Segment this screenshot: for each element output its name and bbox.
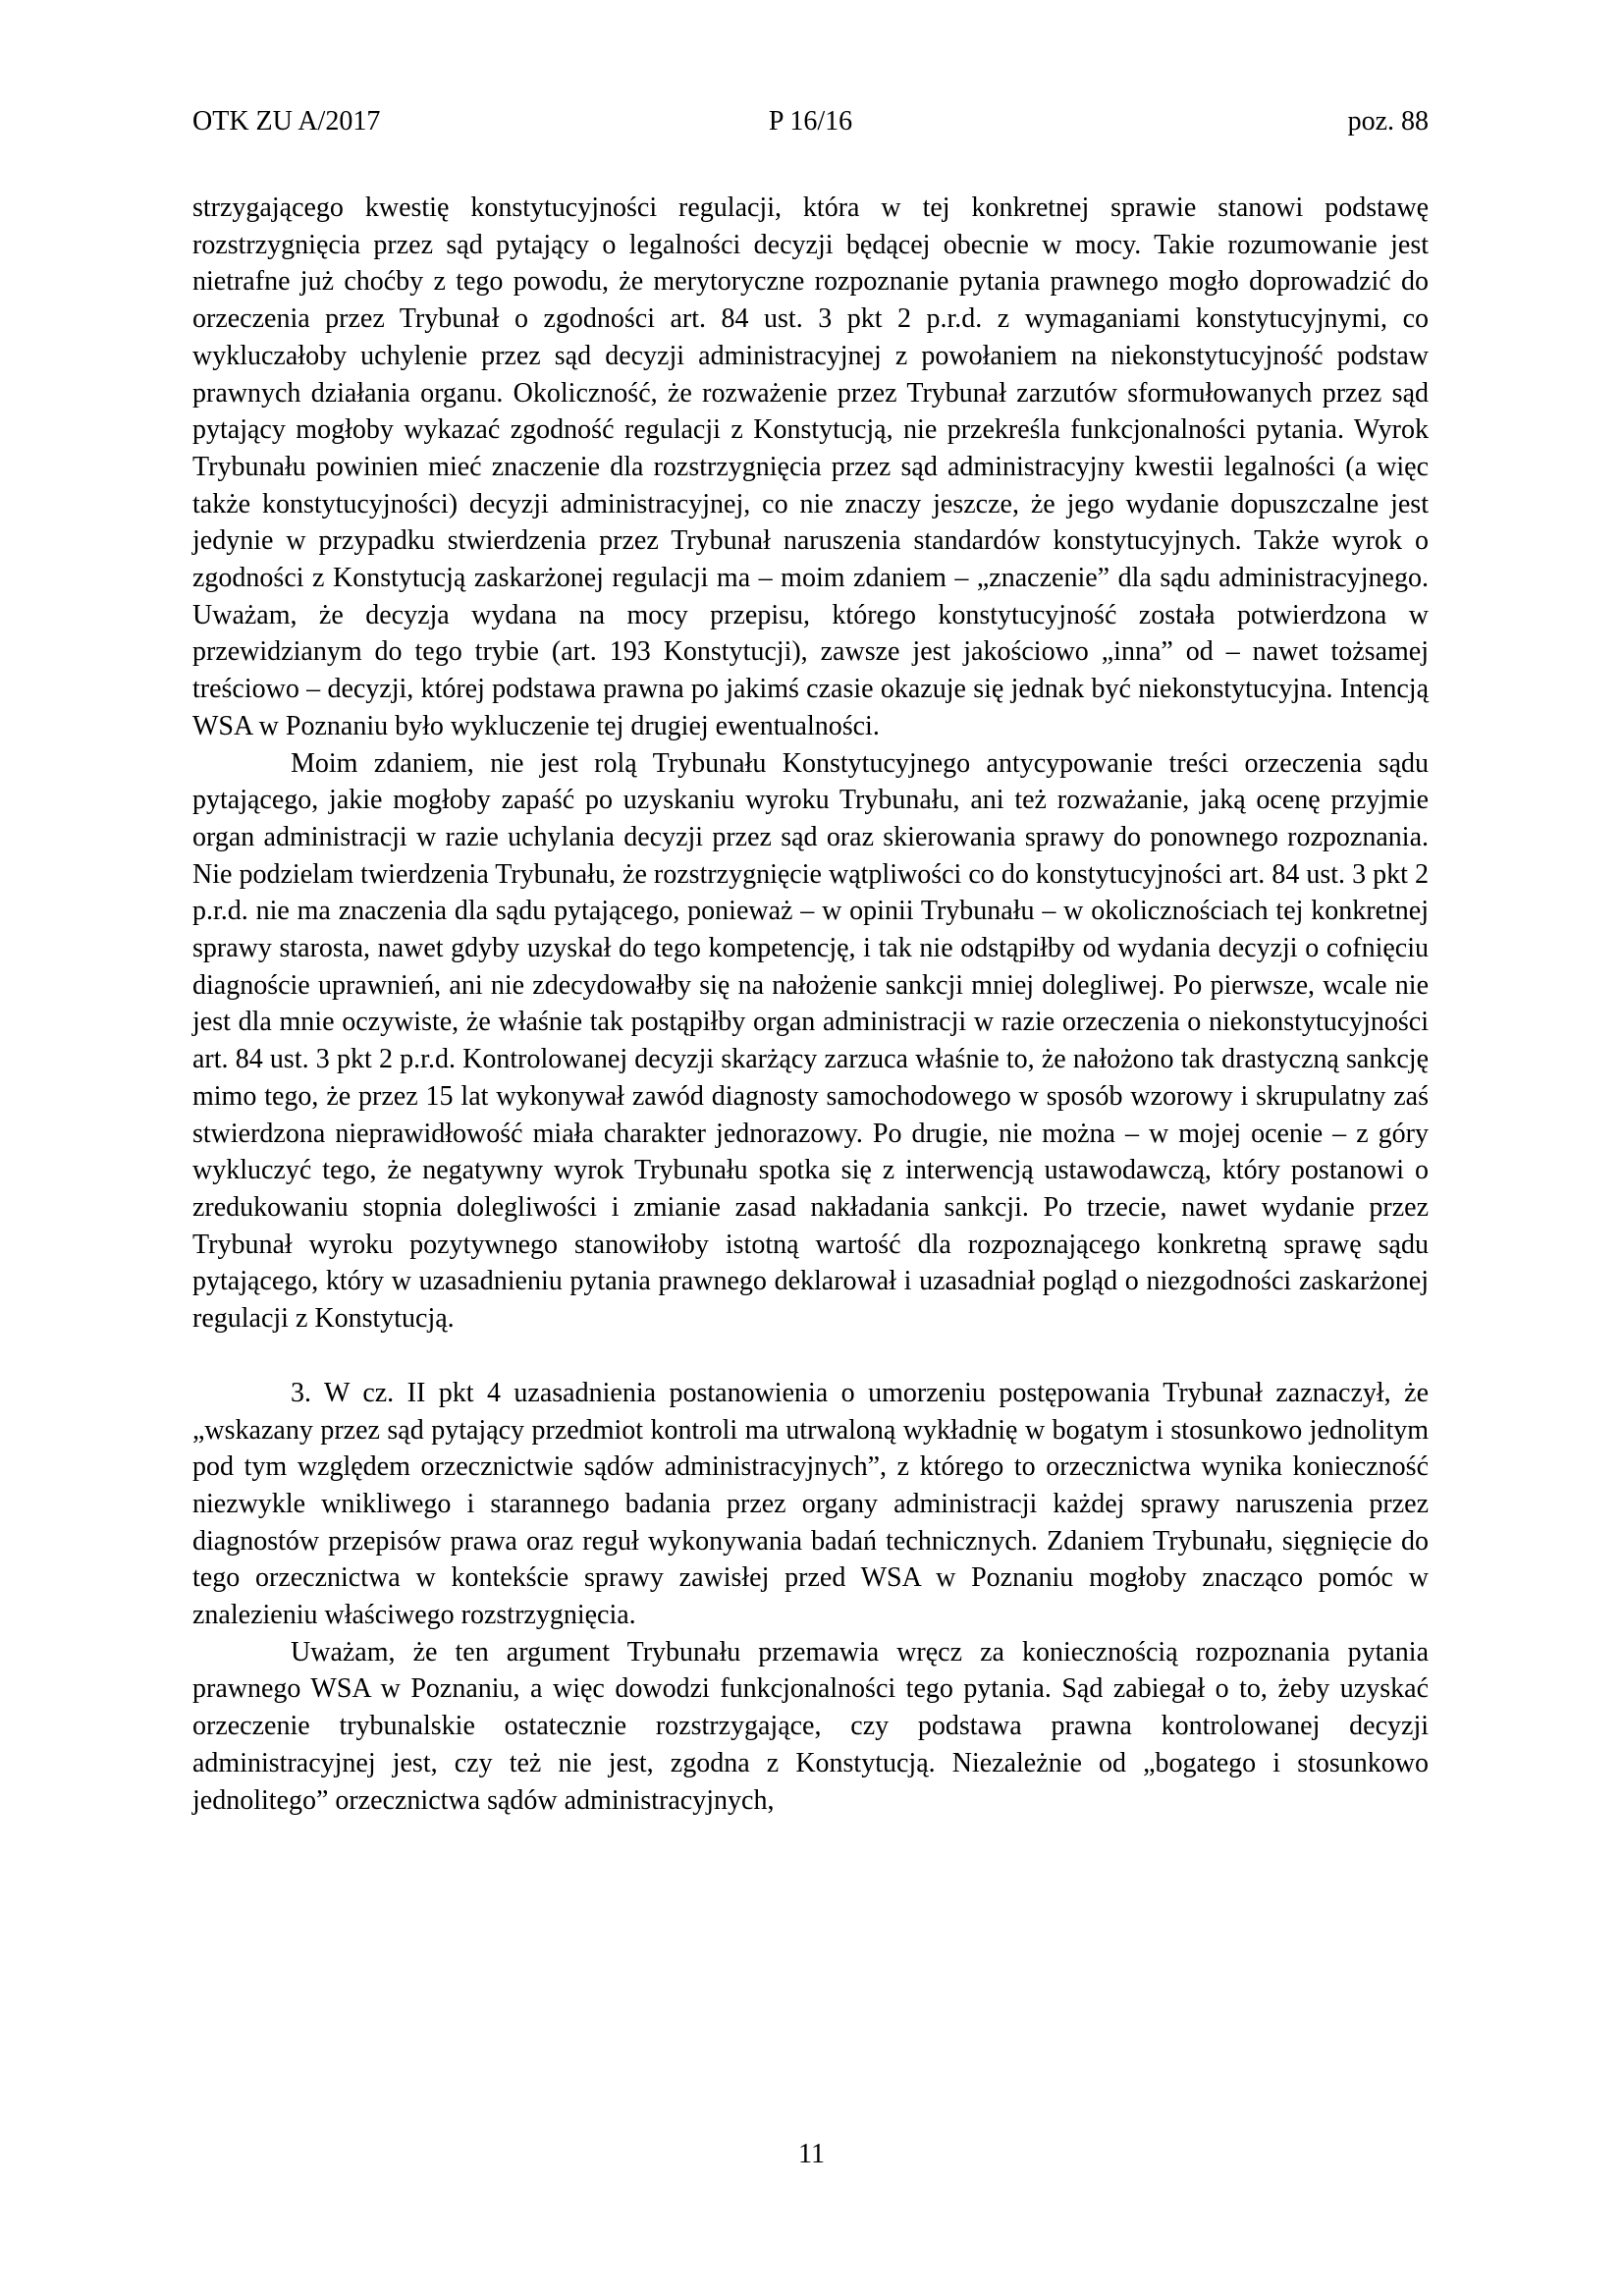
case-signature: P 16/16 xyxy=(768,106,853,137)
paragraph-continuation: strzygającego kwestię konstytucyjności regulacji, która w tej konkretnej sprawie stanowi podstawę rozstrzygnięcia przez sąd pytający o legalności decyzji będącej obecnie w mocy. Takie rozumowanie jest nietrafne już choćby z tego powodu, że merytoryczne rozpoznanie pytania prawnego mogło doprowadzić do orzeczenia przez Trybunał o zgodności art. 84 ust. 3 pkt 2 p.r.d. z wymaganiami konstytucyjnymi, co wykluczałoby uchylenie przez sąd decyzji administracyjnej z powołaniem na niekonstytucyjność podstaw prawnych działania organu. Okoliczność, że rozważenie przez Trybunał zarzutów sformułowanych przez sąd pytający mogłoby wykazać zgodność regulacji z Konstytucją, nie przekreśla funkcjonalności pytania. Wyrok Trybunału powinien mieć znaczenie dla rozstrzygnięcia przez sąd administracyjny kwestii legalności (a więc także konstytucyjności) decyzji administracyjnej, co nie znaczy jeszcze, że jego wydanie dopuszczalne jest jedynie w przypadku stwierdzenia przez Trybunał naruszenia standardów konstytucyjnych. Także wyrok o zgodności z Konstytucją zaskarżonej regulacji ma – moim zdaniem – „znaczenie” dla sądu administracyjnego. Uważam, że decyzja wydana na mocy przepisu, którego konstytucyjność została potwierdzona w przewidzianym do tego trybie (art. 193 Konstytucji), zawsze jest jakościowo „inna” od – nawet tożsamej treściowo – decyzji, której podstawa prawna po jakimś czasie okazuje się jednak być niekonstytucyjna. Intencją WSA w Poznaniu było wykluczenie tej drugiej ewentualności. xyxy=(192,192,1429,741)
running-header xyxy=(192,102,1429,141)
paragraph-section-3: 3. W cz. II pkt 4 uzasadnienia postanowienia o umorzeniu postępowania Trybunał zaznaczył, że „wskazany przez sąd pytający przedmiot kontroli ma utrwaloną wykładnię w bogatym i stosunkowo jednolitym pod tym względem orzecznictwie sądów administracyjnych”, z którego to orzecznictwa wynika konieczność niezwykle wnikliwego i starannego badania przez organy administracji każdej sprawy naruszenia przez diagnostów przepisów prawa oraz reguł wykonywania badań technicznych. Zdaniem Trybunału, sięgnięcie do tego orzecznictwa w kontekście sprawy zawisłej przed WSA w Poznaniu mogłoby znacząco pomóc w znalezieniu właściwego rozstrzygnięcia. xyxy=(192,1377,1429,1631)
journal-reference: OTK ZU A/2017 xyxy=(192,106,381,137)
paragraph: Uważam, że ten argument Trybunału przemawia wręcz za koniecznością rozpoznania pytania prawnego WSA w Poznaniu, a więc dowodzi funkcjonalności tego pytania. Sąd zabiegał o to, żeby uzyskać orzeczenie trybunalskie ostatecznie rozstrzygające, czy podstawa prawna kontrolowanej decyzji administracyjnej jest, czy też nie jest, zgodna z Konstytucją. Niezależnie od „bogatego i stosunkowo jednolitego” orzecznictwa sądów administracyjnych, xyxy=(192,1636,1429,1816)
position-number: poz. 88 xyxy=(1347,106,1429,137)
page-number: 11 xyxy=(798,2139,825,2169)
paragraph: Moim zdaniem, nie jest rolą Trybunału Konstytucyjnego antycypowanie treści orzeczenia sądu pytającego, jakie mogłoby zapaść po uzyskaniu wyroku Trybunału, ani też rozważanie, jaką ocenę przyjmie organ administracji w razie uchylania decyzji przez sąd oraz skierowania sprawy do ponownego rozpoznania. Nie podzielam twierdzenia Trybunału, że rozstrzygnięcie wątpliwości co do konstytucyjności art. 84 ust. 3 pkt 2 p.r.d. nie ma znaczenia dla sądu pytającego, ponieważ – w opinii Trybunału – w okolicznościach tej konkretnej sprawy starosta, nawet gdyby uzyskał do tego kompetencję, i tak nie odstąpiłby od wydania decyzji o cofnięciu diagnoście uprawnień, ani nie zdecydowałby się na nałożenie sankcji mniej dolegliwej. Po pierwsze, wcale nie jest dla mnie oczywiste, że właśnie tak postąpiłby organ administracji w razie orzeczenia o niekonstytucyjności art. 84 ust. 3 pkt 2 p.r.d. Kontrolowanej decyzji skarżący zarzuca właśnie to, że nałożono tak drastyczną sankcję mimo tego, że przez 15 lat wykonywał zawód diagnosty samochodowego w sposób wzorowy i skrupulatny zaś stwierdzona nieprawidłowość miała charakter jednorazowy. Po drugie, nie można – w mojej ocenie – z góry wykluczyć tego, że negatywny wyrok Trybunału spotka się z interwencją ustawodawczą, który postanowi o zredukowaniu stopnia dolegliwości i zmianie zasad nakładania sankcji. Po trzecie, nawet wydanie przez Trybunał wyroku pozytywnego stanowiłoby istotną wartość dla rozpoznającego konkretną sprawę sądu pytającego, który w uzasadnieniu pytania prawnego deklarował i uzasadniał pogląd o niezgodności zaskarżonej regulacji z Konstytucją. xyxy=(192,747,1429,1335)
body-text xyxy=(192,190,1429,1819)
